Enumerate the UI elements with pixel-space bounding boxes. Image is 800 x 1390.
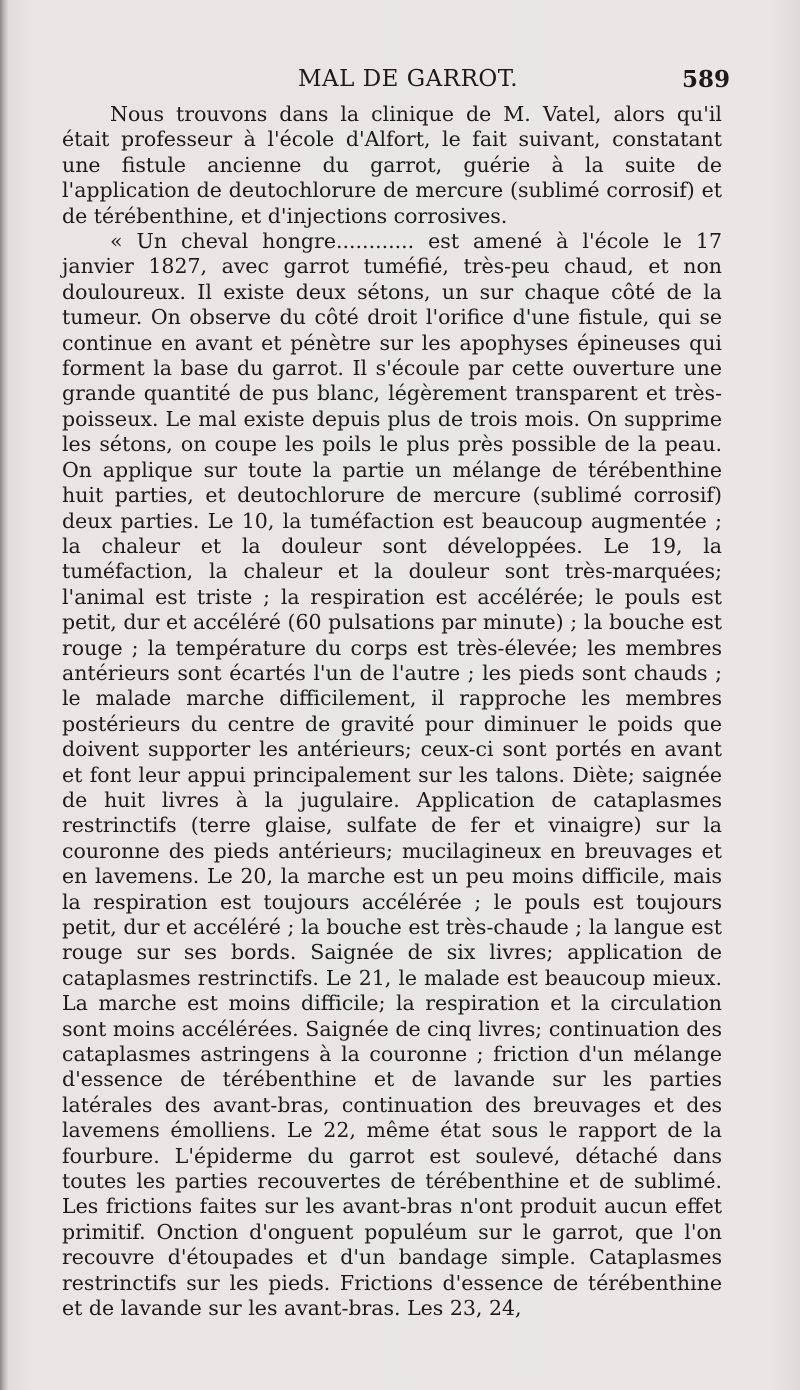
body-text bbox=[62, 102, 722, 1322]
book-spine-shadow bbox=[0, 0, 8, 1390]
page-number: 589 bbox=[681, 66, 730, 93]
paragraph-case-report: « Un cheval hongre............ est amené à l'école le 17 janvier 1827, avec garrot tuméfié, très-peu chaud, et non douloureux. Il existe deux sétons, un sur chaque côté de la tumeur. On observe du côté droit l'orifice d'une fistule, qui se continue en avant et pénètre sur les apophyses épineuses qui forment la base du garrot. Il s'écoule par cette ouverture une grande quantité de pus blanc, légèrement transparent et très-poisseux. Le mal existe depuis plus de trois mois. On supprime les sétons, on coupe les poils le plus près possible de la peau. On applique sur toute la partie un mélange de térébenthine huit parties, et deutochlorure de mercure (sublimé corrosif) deux parties. Le 10, la tuméfaction est beaucoup augmentée ; la chaleur et la douleur sont développées. Le 19, la tuméfaction, la chaleur et la douleur sont très-marquées; l'animal est triste ; la respiration est accélérée; le pouls est petit, dur et accéléré (60 pulsations par minute) ; la bouche est rouge ; la température du corps est très-élevée; les membres antérieurs sont écartés l'un de l'autre ; les pieds sont chauds ; le malade marche difficilement, il rapproche les membres postérieurs du centre de gravité pour diminuer le poids que doivent supporter les antérieurs; ceux-ci sont portés en avant et font leur appui principalement sur les talons. Diète; saignée de huit livres à la jugulaire. Application de cataplasmes restrinctifs (terre glaise, sulfate de fer et vinaigre) sur la couronne des pieds antérieurs; mucilagineux en breuvages et en lavemens. Le 20, la marche est un peu moins difficile, mais la respiration est toujours accélérée ; le pouls est toujours petit, dur et accéléré ; la bouche est très-chaude ; la langue est rouge sur ses bords. Saignée de six livres; application de cataplasmes restrinctifs. Le 21, le malade est beaucoup mieux. La marche est moins difficile; la respiration et la circulation sont moins accélérées. Saignée de cinq livres; continuation des cataplasmes astringens à la couronne ; friction d'un mélange d'essence de térébenthine et de lavande sur les parties latérales des avant-bras, continuation des breuvages et des lavemens émolliens. Le 22, même état sous le rapport de la fourbure. L'épiderme du garrot est soulevé, détaché dans toutes les parties recouvertes de térébenthine et de sublimé. Les frictions faites sur les avant-bras n'ont produit aucun effet primitif. Onction d'onguent populéum sur le garrot, que l'on recouvre d'étoupades et d'un bandage simple. Cataplasmes restrinctifs sur les pieds. Frictions d'essence de térébenthine et de lavande sur les avant-bras. Les 23, 24, bbox=[62, 229, 722, 1321]
paragraph-intro: Nous trouvons dans la clinique de M. Vatel, alors qu'il était professeur à l'école d'Alfort, le fait suivant, constatant une fistule ancienne du garrot, guérie à la suite de l'application de deutochlorure de mercure (sublimé corrosif) et de térébenthine, et d'injections corrosives. bbox=[62, 102, 722, 228]
running-title: MAL DE GARROT. bbox=[298, 66, 519, 92]
page-header bbox=[60, 66, 730, 102]
